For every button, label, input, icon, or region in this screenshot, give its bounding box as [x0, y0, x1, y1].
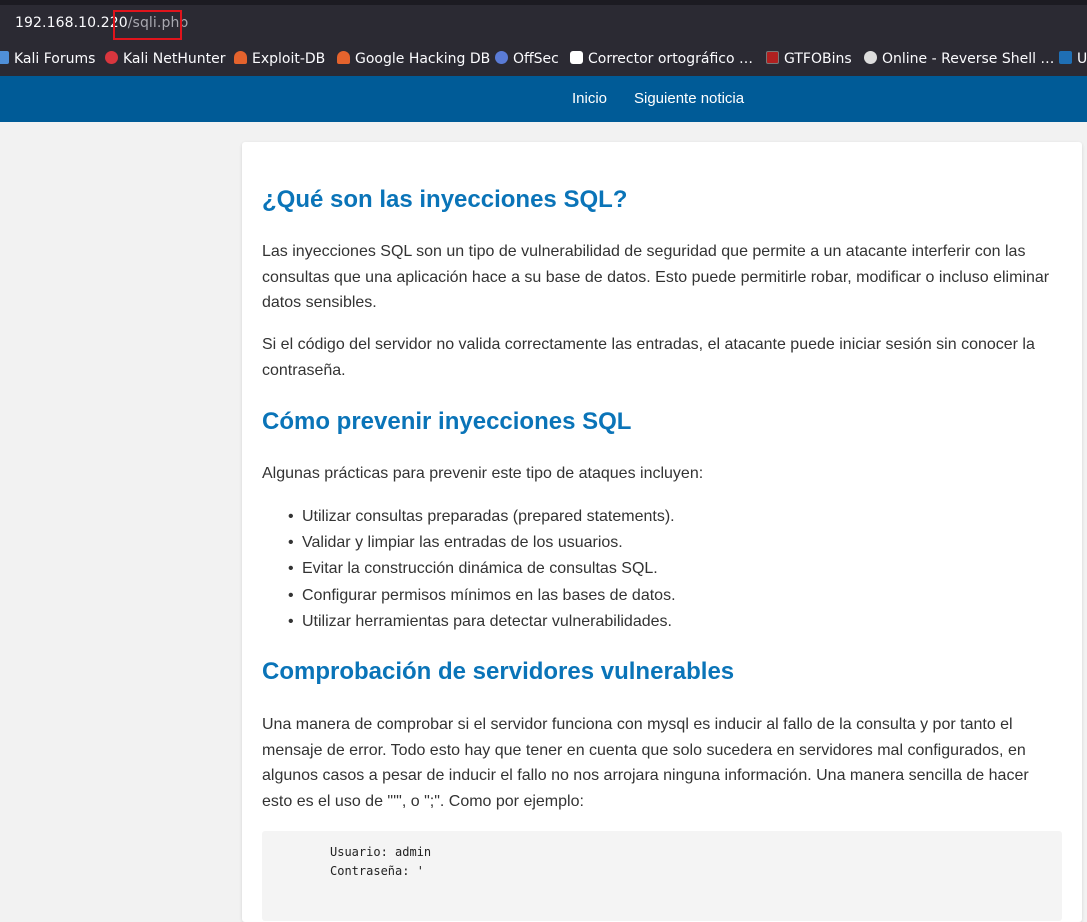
- url-host: 192.168.10.220: [15, 15, 128, 31]
- bookmark-u[interactable]: U: [1059, 51, 1087, 67]
- list-item: • Evitar la construcción dinámica de consultas SQL.: [262, 556, 1042, 582]
- nav-link-inicio[interactable]: Inicio: [572, 90, 608, 107]
- bookmark-kali-nethunter[interactable]: Kali NetHunter: [105, 51, 225, 67]
- heading-que-son: ¿Qué son las inyecciones SQL?: [262, 186, 628, 213]
- offsec-icon: [495, 51, 508, 64]
- prevention-list: [262, 504, 1042, 635]
- code-example: Usuario: admin Contraseña: ': [330, 845, 432, 878]
- paragraph-practicas: Algunas prácticas para prevenir este tipo de ataques incluyen:: [262, 465, 704, 482]
- tab-strip-edge: [0, 0, 1087, 5]
- bookmark-gtfobins[interactable]: GTFOBins: [766, 51, 852, 67]
- paragraph-comprobacion: Una manera de comprobar si el servidor funciona con mysql es inducir al fallo de la consulta y por tanto el mensaje de error. Todo esto hay que tener en cuenta que solo sucedera en servidores mal configurados, en algunos casos a pesar de inducir el fallo no nos arrojara ninguna información. Una manera sencilla de hacer esto es el uso de "'", o ";". Como por ejemplo:: [262, 716, 1029, 810]
- browser-chrome: [0, 0, 1087, 76]
- list-item: • Utilizar consultas preparadas (prepared statements).: [262, 504, 1042, 530]
- url-path-highlight-box: [113, 10, 182, 40]
- list-item: • Validar y limpiar las entradas de los usuarios.: [262, 530, 1042, 556]
- bookmark-google-hacking-db[interactable]: Google Hacking DB: [337, 51, 490, 67]
- bookmark-kali-forums[interactable]: Kali Forums: [0, 51, 95, 67]
- ghdb-icon: [337, 51, 350, 64]
- bookmark-reverse-shell[interactable]: Online - Reverse Shell …: [864, 51, 1054, 67]
- list-item: • Utilizar herramientas para detectar vulnerabilidades.: [262, 609, 1042, 635]
- url-path: /sqli.php: [127, 15, 189, 31]
- corrector-icon: [570, 51, 583, 64]
- heading-comprobacion: Comprobación de servidores vulnerables: [262, 658, 735, 685]
- bookmark-u-icon: [1059, 51, 1072, 64]
- bookmark-exploit-db[interactable]: Exploit-DB: [234, 51, 325, 67]
- bookmarks-toolbar: [0, 44, 1087, 76]
- exploit-db-icon: [234, 51, 247, 64]
- skull-icon: [864, 51, 877, 64]
- url-bar[interactable]: [0, 7, 1087, 41]
- kali-forums-icon: [0, 51, 9, 64]
- kali-nethunter-icon: [105, 51, 118, 64]
- paragraph-intro: Las inyecciones SQL son un tipo de vulnerabilidad de seguridad que permite a un atacante interferir con las consultas que una aplicación hace a su base de datos. Esto puede permitirle robar, modificar o incluso eliminar datos sensibles.: [262, 243, 1050, 312]
- article-card: [242, 142, 1082, 922]
- nav-link-siguiente-noticia[interactable]: Siguiente noticia: [634, 90, 745, 107]
- list-item: • Configurar permisos mínimos en las bases de datos.: [262, 583, 1042, 609]
- bookmark-offsec[interactable]: OffSec: [495, 51, 559, 67]
- site-navbar: [0, 76, 1087, 122]
- paragraph-servidor: Si el código del servidor no valida correctamente las entradas, el atacante puede iniciar sesión sin conocer la contraseña.: [262, 336, 1035, 379]
- bookmark-corrector-ortografico[interactable]: Corrector ortográfico …: [570, 51, 753, 67]
- gtfobins-icon: [766, 51, 779, 64]
- heading-como-prevenir: Cómo prevenir inyecciones SQL: [262, 408, 632, 435]
